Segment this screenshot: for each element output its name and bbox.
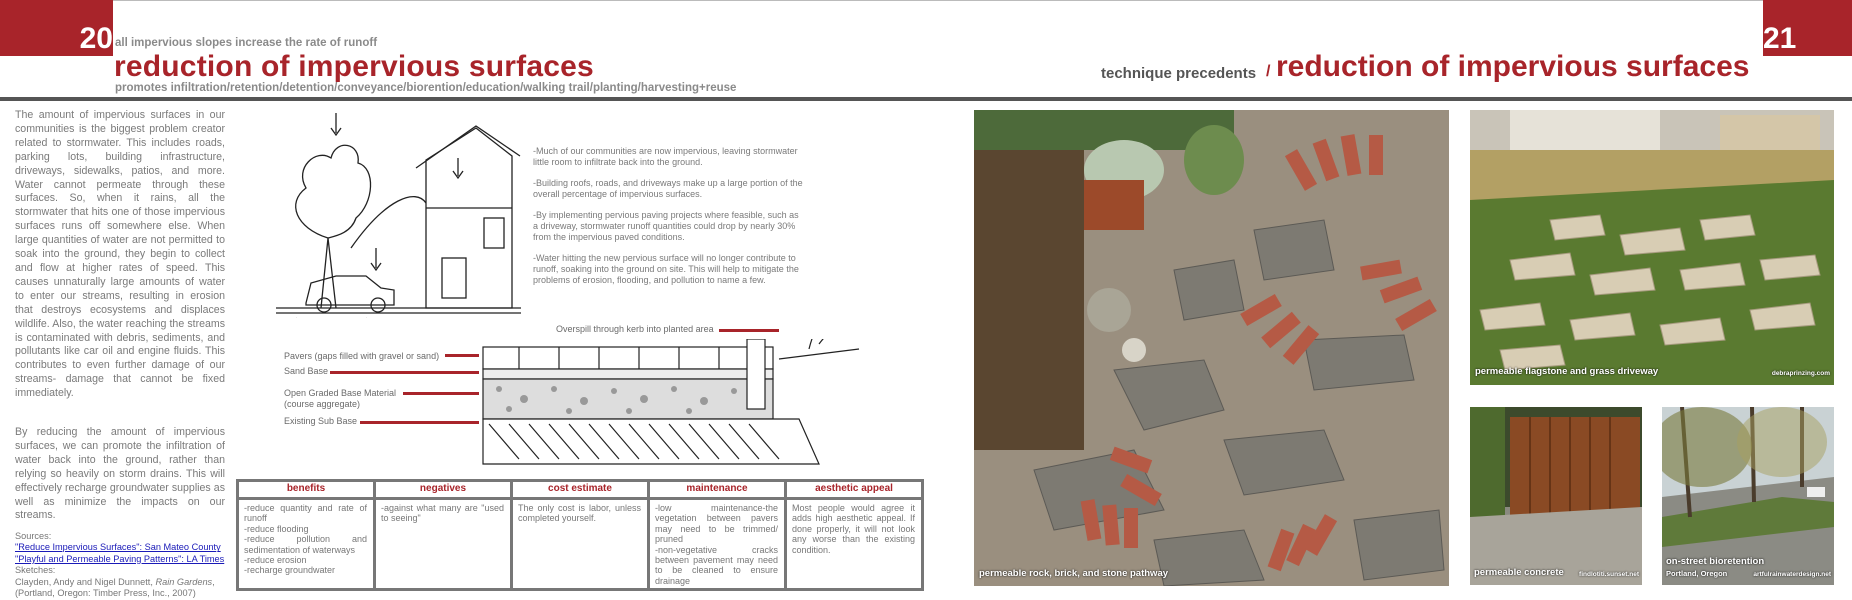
caption-street-location: Portland, Oregon [1666, 569, 1728, 578]
table-header-cost: cost estimate [513, 482, 647, 497]
sources-block [15, 531, 235, 599]
page-number-left: 20 [0, 0, 113, 56]
caption-street: on-street bioretention [1666, 556, 1765, 567]
table-cell-aesthetic: Most people would agree it adds high aesthetic appeal. If done properly, it will not look any worse than the existing condition. [787, 500, 921, 588]
callout-overspill: Overspill through kerb into planted area [556, 324, 714, 334]
title-separator: / [1266, 63, 1271, 80]
callout-pavers: Pavers (gaps filled with gravel or sand) [284, 351, 440, 361]
subtitle-text: promotes infiltration/retention/detention/conveyance/biorention/education/walking trail/planting/harvesting+reuse [115, 82, 737, 94]
key-points [533, 146, 803, 296]
header-rule [0, 97, 1852, 101]
house-runoff-sketch [276, 108, 521, 318]
page-number-right: 21 [1763, 0, 1852, 56]
page-title-left: reduction of impervious surfaces [114, 50, 594, 83]
table-cell-benefits: -reduce quantity and rate of runoff -reduce flooding -reduce pollution and sedimentation of waterways -reduce erosion -recharge groundwater [239, 500, 373, 588]
leader-sand-base [330, 371, 479, 374]
table-cell-negatives: -against what many are "used to seeing" [376, 500, 510, 588]
table-header-maintenance: maintenance [650, 482, 784, 497]
caption-concrete: permeable concrete [1474, 567, 1564, 578]
paving-section-drawing [479, 339, 919, 474]
key-point-3: -By implementing pervious paving projects where feasible, such as a driveway, stormwater runoff quantities could drop by nearly 30% from the impervious paved conditions. [533, 210, 799, 242]
callout-sand-base: Sand Base [284, 366, 329, 376]
callout-open-graded-2: (course aggregate) [284, 399, 361, 409]
page-title-right: reduction of impervious surfaces [1276, 50, 1750, 83]
leader-overspill [719, 329, 779, 332]
sketch-credit: Clayden, Andy and Nigel Dunnett, Rain Gardens, [15, 576, 215, 587]
leader-pavers [445, 354, 479, 357]
key-point-4: -Water hitting the new pervious surface will no longer contribute to runoff, soaking into the ground on site. This will help to mitigate the problems of erosion, flooding, and pollution to name a few. [533, 253, 799, 285]
key-point-1: -Much of our communities are now impervious, leaving stormwater little room to infiltrate back into the ground. [533, 146, 798, 167]
intro-paragraph-1: The amount of impervious surfaces in our communities is the biggest problem creator related to stormwater. This includes roads, parking lots, building infrastructure, driveways, sidewalks, patios, and more. Water cannot permeate through these surfaces. So, when it rains, all the stormwater that hits one of those impervious surfaces runs off somewhere else. When large quantities of water are not permitted to soak into the ground, they begin to collect and flow at higher rates of speed. This causes unnaturally large amounts of water to enter our streams, resulting in erosion that destroys ecosystems and displaces wildlife. Also, the water reaching the streams is contaminated with debris, sediments, and pollutants like car oil and engine fluids. This contributes to even further damage of our streams- damage that cannot be fixed immediately. [15, 109, 225, 400]
kicker-text: all impervious slopes increase the rate of runoff [115, 37, 378, 49]
top-border [0, 0, 1852, 1]
paving-section-diagram [479, 339, 919, 474]
source-link-la-times[interactable]: "Playful and Permeable Paving Patterns": LA Times [15, 553, 225, 564]
table-cell-maintenance: -low maintenance-the vegetation between pavers may need to be trimmed/ pruned -non-vegetative cracks between pavement may need to be cleaned to ensure drainage [650, 500, 784, 588]
credit-driveway: debraprinzing.com [1771, 370, 1830, 377]
table-header-negatives: negatives [376, 482, 510, 497]
photo-driveway [1470, 110, 1834, 385]
intro-paragraph-2: By reducing the amount of impervious surfaces, we can promote the infiltration of water back into the ground, rather than relying so heavily on storm drains. This will effectively recharge groundwater supplies as well as minimize the impacts on our streams. [15, 426, 225, 522]
sketch-publisher: (Portland, Oregon: Timber Press, Inc., 2007) [15, 588, 196, 599]
technique-label: technique precedents [1101, 65, 1257, 82]
source-link-san-mateo[interactable]: "Reduce Impervious Surfaces": San Mateo County [15, 542, 221, 553]
leader-existing [360, 421, 479, 424]
sources-label: Sources: [15, 531, 52, 541]
credit-concrete: findlotiti.sunset.net [1579, 571, 1639, 578]
photo-street [1662, 407, 1834, 585]
caption-pathway: permeable rock, brick, and stone pathway [979, 568, 1169, 579]
photo-pathway [974, 110, 1449, 586]
photo-concrete [1470, 407, 1642, 585]
callout-existing: Existing Sub Base [284, 416, 358, 426]
table-cell-cost: The only cost is labor, unless completed yourself. [513, 500, 647, 588]
table-header-benefits: benefits [239, 482, 373, 497]
key-point-2: -Building roofs, roads, and driveways make up a large portion of the overall percentage of impervious surfaces. [533, 178, 803, 199]
table-header-aesthetic: aesthetic appeal [787, 482, 921, 497]
caption-driveway: permeable flagstone and grass driveway [1475, 366, 1659, 377]
leader-open-graded [403, 392, 479, 395]
credit-street: artfulrainwaterdesign.net [1753, 571, 1831, 578]
callout-open-graded: Open Graded Base Material [284, 388, 397, 398]
technique-table [236, 479, 924, 591]
sketches-label: Sketches: [15, 565, 56, 576]
